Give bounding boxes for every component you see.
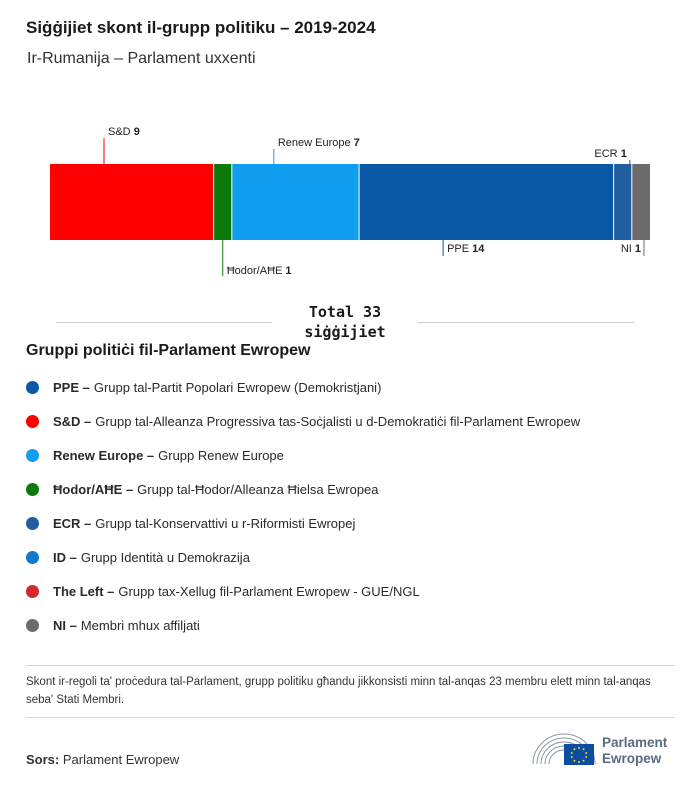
legend-item-left xyxy=(26,574,580,608)
bar-segment-s-d xyxy=(50,164,214,240)
bar-segment-renew-europe xyxy=(232,164,359,240)
footnote: Skont ir-regoli ta' proċedura tal-Parlament, grupp politiku għandu jikkonsisti minn tal-anqas 23 membru elett minn tal-anqas seba' Stati Membri. xyxy=(26,676,651,706)
logo-line-2: Ewropew xyxy=(602,751,662,766)
source-value: Parlament Ewropew xyxy=(62,752,180,767)
legend-title: Gruppi politiċi fil-Parlament Ewropew xyxy=(26,342,311,359)
legend-desc: Grupp tal-Ħodor/Alleanza Ħielsa Ewropea xyxy=(137,481,379,497)
legend-item-renew xyxy=(26,438,580,472)
data-label-ppe: PPE 14 xyxy=(447,243,485,255)
legend-desc: Grupp tal-Partit Popolari Ewropew (Demokristjani) xyxy=(93,379,382,395)
data-label-ecr: ECR 1 xyxy=(594,148,627,160)
legend-desc: Grupp tal-Konservattivi u r-Riformisti Ewropej xyxy=(95,515,356,531)
legend-abbr: The Left – xyxy=(53,583,115,599)
legend-item-id xyxy=(26,540,580,574)
data-label-ħodor-aħe: Ħodor/AĦE 1 xyxy=(226,265,292,277)
bar-segment-ecr xyxy=(614,164,632,240)
chart-title: Siġġijiet skont il-grupp politiku – 2019-2024 xyxy=(26,18,376,37)
legend-abbr: S&D – xyxy=(53,413,92,429)
bar-segment-ni xyxy=(632,164,650,240)
total-seats xyxy=(272,302,418,342)
legend-dot xyxy=(26,551,39,564)
legend-abbr: ECR – xyxy=(53,515,92,531)
legend-dot xyxy=(26,517,39,530)
bar-segment-ppe xyxy=(359,164,614,240)
legend-item-ppe xyxy=(26,370,580,404)
data-label-s-d: S&D 9 xyxy=(108,126,140,138)
legend-dot xyxy=(26,585,39,598)
bar-segment-ħodor-aħe xyxy=(214,164,232,240)
stacked-seat-bar-chart xyxy=(0,120,700,290)
legend-dot xyxy=(26,619,39,632)
logo-text xyxy=(602,735,667,767)
legend-abbr: Renew Europe – xyxy=(53,447,155,463)
total-line-1: Total 33 xyxy=(308,303,382,321)
legend-item-ni xyxy=(26,608,580,642)
legend-abbr: PPE – xyxy=(53,379,90,395)
legend-desc: Grupp tax-Xellug fil-Parlament Ewropew - GUE/NGL xyxy=(118,583,420,599)
data-label-ni: NI 1 xyxy=(620,243,641,255)
total-line-2: siġġijiet xyxy=(304,323,386,341)
legend-dot xyxy=(26,381,39,394)
legend-desc: Grupp Identità u Demokrazija xyxy=(80,549,250,565)
legend-abbr: ID – xyxy=(53,549,77,565)
legend-desc: Grupp tal-Alleanza Progressiva tas-Soċjalisti u d-Demokratiċi fil-Parlament Ewropew xyxy=(95,413,581,429)
note-top-divider xyxy=(26,665,675,666)
chart-subtitle: Ir-Rumanija – Parlament uxxenti xyxy=(27,50,256,67)
note-bottom-divider xyxy=(26,717,675,718)
legend-desc: Membri mhux affiljati xyxy=(80,617,200,633)
logo-line-1: Parlament xyxy=(602,735,668,750)
legend-item-greens xyxy=(26,472,580,506)
legend-dot xyxy=(26,449,39,462)
legend-abbr: NI – xyxy=(53,617,77,633)
data-label-renew-europe: Renew Europe 7 xyxy=(277,137,360,149)
legend xyxy=(26,370,580,642)
source xyxy=(26,752,179,767)
european-parliament-logo xyxy=(530,728,680,770)
total-rule-left xyxy=(56,322,272,323)
legend-dot xyxy=(26,415,39,428)
legend-dot xyxy=(26,483,39,496)
source-label: Sors: xyxy=(26,752,60,767)
total-rule-right xyxy=(418,322,634,323)
hemicycle-flag-icon xyxy=(530,728,598,768)
legend-abbr: Ħodor/AĦE – xyxy=(53,481,134,497)
legend-desc: Grupp Renew Europe xyxy=(158,447,284,463)
legend-item-sd xyxy=(26,404,580,438)
legend-item-ecr xyxy=(26,506,580,540)
